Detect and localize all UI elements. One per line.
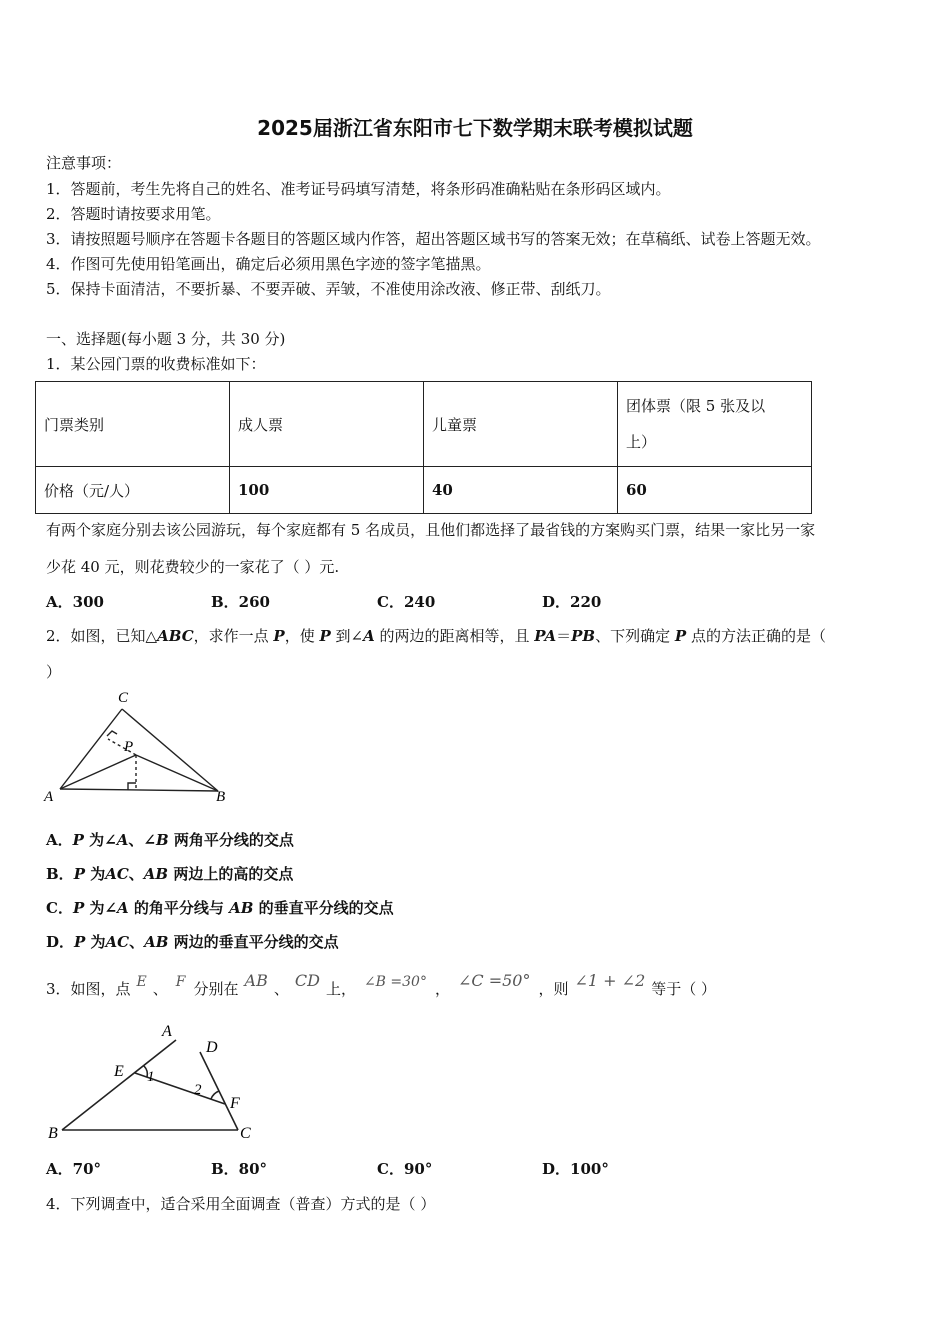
label-b: B xyxy=(48,1125,58,1142)
segment-pa xyxy=(60,755,136,789)
label-a: A xyxy=(44,789,54,805)
label-a: A xyxy=(162,1023,172,1040)
table-cell: 价格（元/人） xyxy=(36,467,230,514)
q1-option-b[interactable]: B．260 xyxy=(211,593,270,611)
notice-item: 2．答题时请按要求用笔。 xyxy=(46,205,221,223)
q3-option-b[interactable]: B．80° xyxy=(211,1160,268,1178)
q3-option-c[interactable]: C．90° xyxy=(377,1160,433,1178)
q1-text: 少花 40 元，则花费较少的一家花了（ ）元. xyxy=(46,558,340,576)
notice-item: 4．作图可先使用铅笔画出，确定后必须用黑色字迹的签字笔描黑。 xyxy=(46,255,491,273)
q2-stem: 2．如图，已知△ABC，求作一点 P，使 P 到∠A 的两边的距离相等，且 PA＝PB、下列确定 P 点的方法正确的是（ xyxy=(46,627,826,645)
q2-option-b[interactable]: B．P 为AC、AB 两边上的高的交点 xyxy=(46,865,294,883)
label-d: D xyxy=(206,1039,218,1056)
right-angle-mark xyxy=(128,783,136,790)
label-f: F xyxy=(230,1095,240,1112)
q3-figure xyxy=(40,1018,270,1146)
label-c: C xyxy=(118,690,129,706)
label-e: E xyxy=(114,1063,124,1080)
q3-option-a[interactable]: A．70° xyxy=(46,1160,102,1178)
q1-text: 有两个家庭分别去该公园游玩，每个家庭都有 5 名成员，且他们都选择了最省钱的方案购买门票，结果一家比另一家 xyxy=(46,521,816,539)
q2-option-c[interactable]: C．P 为∠A 的角平分线与 AB 的垂直平分线的交点 xyxy=(46,899,394,917)
notice-heading: 注意事项： xyxy=(46,154,122,172)
table-cell xyxy=(618,382,812,467)
fee-table xyxy=(35,381,812,514)
page-title: 2025届浙江省东阳市七下数学期末联考模拟试题 xyxy=(257,116,693,140)
notice-item: 5．保持卡面清洁，不要折暴、不要弄破、弄皱，不准使用涂改液、修正带、刮纸刀。 xyxy=(46,280,611,298)
q1-option-c[interactable]: C．240 xyxy=(377,593,436,611)
table-row xyxy=(36,382,812,467)
notice-item: 3．请按照题号顺序在答题卡各题目的答题区域内作答，超出答题区域书写的答案无效；在草稿纸、试卷上答题无效。 xyxy=(46,230,821,248)
right-angle-mark xyxy=(107,731,117,736)
table-cell: 60 xyxy=(618,467,812,514)
table-row xyxy=(36,467,812,514)
q3-option-d[interactable]: D．100° xyxy=(542,1160,609,1178)
section-heading: 一、选择题(每小题 3 分，共 30 分) xyxy=(46,330,286,348)
q2-stem-end: ） xyxy=(46,663,62,681)
label-angle-2: 2 xyxy=(194,1082,202,1098)
segment-ac xyxy=(60,709,122,789)
q1-option-a[interactable]: A．300 xyxy=(46,593,104,611)
angle-2-arc xyxy=(211,1091,219,1099)
table-cell-line: 上） xyxy=(626,433,657,451)
table-cell: 40 xyxy=(424,467,618,514)
label-b: B xyxy=(216,789,226,805)
segment-pb xyxy=(136,755,218,791)
table-cell: 100 xyxy=(230,467,424,514)
table-cell: 门票类别 xyxy=(36,382,230,467)
table-cell: 儿童票 xyxy=(424,382,618,467)
q1-option-d[interactable]: D．220 xyxy=(542,593,602,611)
q2-option-a[interactable]: A．P 为∠A、∠B 两角平分线的交点 xyxy=(46,831,294,849)
label-angle-1: 1 xyxy=(147,1069,155,1085)
segment-ab xyxy=(60,789,218,791)
label-p: P xyxy=(124,739,134,755)
table-cell-line: 团体票（限 5 张及以 xyxy=(626,397,766,415)
q1-stem: 1．某公园门票的收费标准如下： xyxy=(46,355,266,373)
q2-option-d[interactable]: D．P 为AC、AB 两边的垂直平分线的交点 xyxy=(46,933,339,951)
q4-stem: 4．下列调查中，适合采用全面调查（普查）方式的是（ ） xyxy=(46,1195,436,1213)
q3-stem: 3．如图，点 E 、 F 分别在 AB 、 CD 上， ∠B =30° ， ∠C =50° ，则 ∠1 + ∠2 等于（ ） xyxy=(46,971,717,998)
table-cell: 成人票 xyxy=(230,382,424,467)
label-c: C xyxy=(240,1125,251,1142)
segment-ba xyxy=(62,1040,176,1130)
segment-cb xyxy=(122,709,218,791)
notice-item: 1．答题前，考生先将自己的姓名、准考证号码填写清楚，将条形码准确粘贴在条形码区域内。 xyxy=(46,180,671,198)
q2-figure xyxy=(40,685,240,810)
